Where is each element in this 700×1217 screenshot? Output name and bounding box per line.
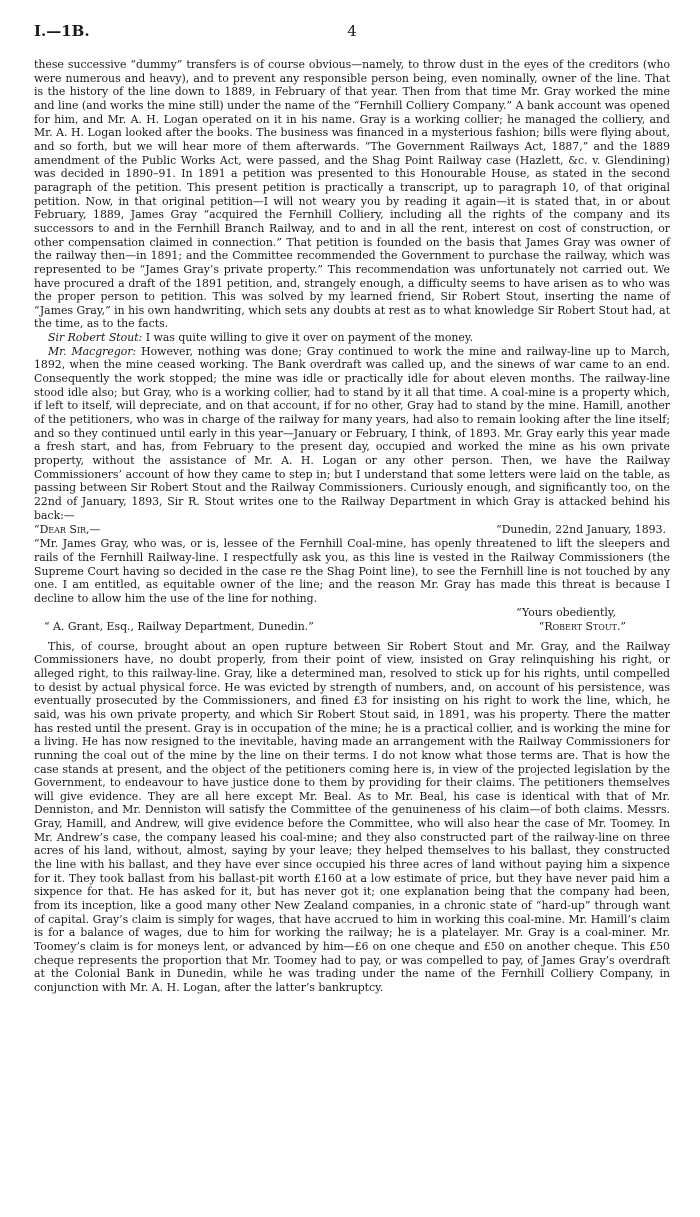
document-reference: I.—1B. [34,22,90,40]
page-number: 4 [347,22,357,40]
speaker-macgregor: Mr. Macgregor: [48,344,137,358]
page-header [34,22,670,44]
letter-closing-row [34,606,670,620]
document-body [34,58,670,995]
document-page [34,22,670,995]
letter-signature: “Robert Stout.” [538,619,626,633]
paragraph-rupture: This, of course, brought about an open rupture between Sir Robert Stout and Mr. Gray, and the Railway Commissioners have, no doubt properly, from their point of view, insisted on Gray relinquishing his right, or alleged right, to this railway-line. Gray, like a determined man, resolved to stick up for his rights, until compelled to desist by actual physical force. He was evicted by strength of numbers, and, on account of his persistence, was eventually prosecuted by the Commissioners, and fined £3 for insisting on his right to work the line, which, he said, was his own private property, and which Sir Robert Stout said, in 1891, was his property. There the matter has rested until the present. Gray is in occupation of the mine; he is a practical collier, and is working the mine for a living. He has now resigned to the inevitable, having made an arrangement with the Railway Commissioners for running the coal out of the mine by the line on their terms. I do not know what those terms are. That is how the case stands at present, and the object of the petitioners coming here is, in view of the projected legislation by the Government, to endeavour to have justice done to them by providing for their claims. The petitioners themselves will give evidence. They are all here except Mr. Beal. As to Mr. Beal, his case is identical with that of Mr. Denniston, and Mr. Denniston will satisfy the Committee of the genuineness of his claim—of both claims. Messrs. Gray, Hamill, and Andrew, will give evidence before the Committee, who will also hear the case of Mr. Toomey. In Mr. Andrew’s case, the company leased his coal-mine; and they also constructed part of the railway-line on three acres of his land, without, almost, saying by your leave; they helped themselves to his ballast, they constructed the line with his ballast, and they have ever since occupied his three acres of land without paying him a sixpence for it. They took ballast from his ballast-pit worth £160 at a low estimate of price, but they have never paid him a sixpence for that. He has asked for it, but has never got it; one explanation being that the company had been, from its inception, like a good many other New Zealand companies, in a chronic state of “hard-up” through want of capital. Gray’s claim is simply for wages, that have accrued to him in working this coal-mine. Mr. Hamill’s claim is for a balance of wages, due to him for working the railway; he is a platelayer. Mr. Gray is a coal-miner. Mr. Toomey’s claim is for moneys lent, or advanced by him—£6 on one cheque and £50 on another cheque. This £50 cheque represents the proportion that Mr. Toomey had to pay, or was compelled to pay, of James Gray’s overdraft at the Colonial Bank in Dunedin, while he was trading under the name of the Fernhill Colliery Company, in conjunction with Mr. A. H. Logan, after the latter’s bankruptcy. [34,639,670,994]
letter-salutation: “Dear Sir,— [34,523,101,537]
macgregor-text: However, nothing was done; Gray continued to work the mine and railway-line up to March, 1892, when the mine ceased working. The Bank overdraft was called up, and the sinews of war came to an end. Consequently the work stopped; the mine was idle or practically idle for about eleven months. The railway-line stood idle also; but Gray, who is a working collier, had to stand by it all that time. A coal-mine is a property which, if left to itself, will depreciate, and on that account, if for no other, Gray had to stand by the mine. Hamill, another of the petitioners, who was in charge of the railway for many years, had also to remain looking after the line itself; and so they continued until early in this year—January or February, I think, of 1893. Mr. Gray early this year made a fresh start, and has, from February to the present day, occupied and worked the mine as his own private property, without the assistance of Mr. A. H. Logan or any other person. Then, we have the Railway Commissioners’ account of how they came to step in; but I understand that some letters were laid on the table, as passing between Sir Robert Stout and the Railway Commissioners. Curiously enough, and significantly too, on the 22nd of January, 1893, Sir R. Stout writes one to the Railway Department in which Gray is attacked behind his back:— [34,344,670,522]
letter-closing: “Yours obediently, [516,605,616,619]
paragraph-stout-remark [34,331,670,345]
letter-body: “Mr. James Gray, who was, or is, lessee of the Fernhill Coal-mine, has openly threatened to lift the sleepers and rails of the Fernhill Railway-line. I respectfully ask you, as this line is vested in the Railway Commissioners (the Supreme Court having so decided in the case re the Shag Point line), to see the Fernhill line is not touched by any one. I am entitled, as equitable owner of the line; and the reason Mr. Gray has made this threat is because I decline to allow him the use of the line for nothing. [34,537,670,605]
letter-signature-row [34,620,670,634]
letter-date: “Dunedin, 22nd January, 1893. [496,523,666,537]
stout-remark-text: I was quite willing to give it over on payment of the money. [142,331,474,345]
paragraph-history: these successive “dummy” transfers is of course obvious—namely, to throw dust in the eyes of the creditors (who were numerous and heavy), and to prevent any responsible person being, even nominally, owner of the line. That is the history of the line down to 1889, in February of that year. Then from that time Mr. Gray worked the mine and line (and works the mine still) under the name of the “Fernhill Colliery Company.” A bank account was opened for him, and Mr. A. H. Logan operated on it in his name. Gray is a working collier; he managed the colliery, and Mr. A. H. Logan looked after the books. The business was financed in a mysterious fashion; bills were flying about, and so forth, but we will hear more of them afterwards. “The Government Railways Act, 1887,” and the 1889 amendment of the Public Works Act, were passed, and the Shag Point Railway case (Hazlett, &c. v. Glendining) was decided in 1890–91. In 1891 a petition was presented to this Honourable House, as stated in the second paragraph of the petition. This present petition is practically a transcript, up to paragraph 10, of that original petition. Now, in that original petition—I will not weary you by reading it again—it is stated that, in or about February, 1889, James Gray “acquired the Fernhill Colliery, including all the rights of the company and its successors to and in the Fernhill Branch Railway, and to and in all the rent, interest on cost of construction, or other compensation claimed in connection.” That petition is founded on the basis that James Gray was owner of the railway then—in 1891; and the Committee recommended the Government to purchase the railway, which was represented to be “James Gray’s private property.” This recommendation was unfortunately not carried out. We have procured a draft of the 1891 petition, and, strangely enough, a difficulty seems to have arisen as to who was the proper person to petition. This was solved by my learned friend, Sir Robert Stout, inserting the name of “James Gray,” in his own handwriting, which sets any doubts at rest as to what knowledge Sir Robert Stout had, at the time, as to the facts. [34,58,670,331]
paragraph-macgregor [34,345,670,523]
letter-addressee: “ A. Grant, Esq., Railway Department, Dunedin.” [44,619,314,633]
letter-heading [34,523,670,537]
speaker-stout: Sir Robert Stout: [48,331,143,345]
